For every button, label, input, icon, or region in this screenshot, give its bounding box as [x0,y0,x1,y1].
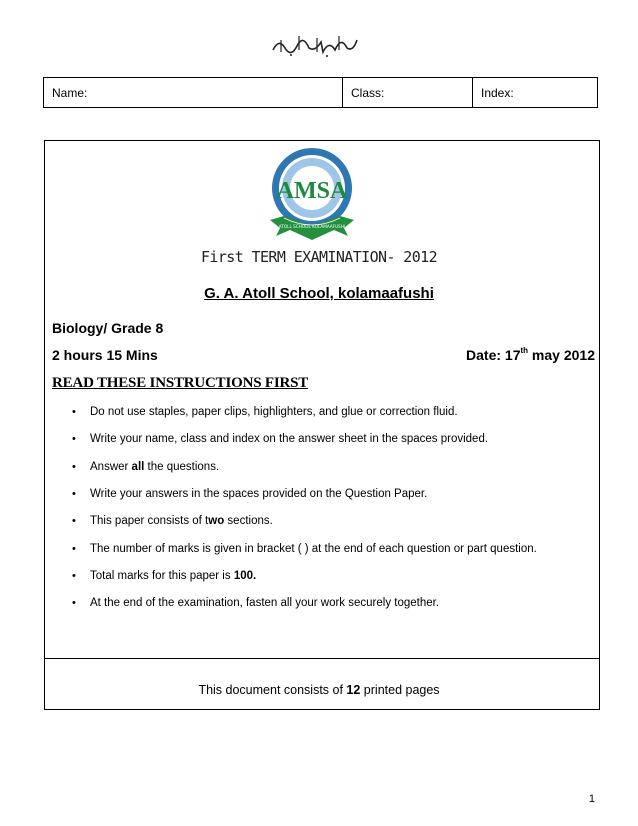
index-field[interactable] [472,78,597,107]
class-field[interactable] [342,78,472,107]
subject-grade: Biology/ Grade 8 [52,320,164,336]
school-name: G. A. Atoll School, kolamaafushi [204,285,434,302]
name-field[interactable] [44,78,342,107]
index-label: Index: [481,85,514,100]
name-label: Name: [52,85,88,100]
page-count-note: This document consists of 12 printed pages [198,683,440,697]
exam-date: Date: 17th may 2012 [466,346,595,363]
instructions-heading: READ THESE INSTRUCTIONS FIRST [52,375,309,391]
exam-title: First TERM EXAMINATION- 2012 [200,248,438,266]
exam-duration: 2 hours 15 Mins [52,347,158,363]
student-info-table [43,77,598,108]
page-number: 1 [588,793,595,805]
logo-letters: AMSA [276,178,348,204]
bismillah-calligraphy [269,30,361,60]
class-label: Class: [351,85,385,100]
footer-divider [45,658,599,659]
school-logo [264,146,360,244]
logo-ribbon-text: ATOLL SCHOOL KOLAMAAFUSHI [278,224,346,229]
